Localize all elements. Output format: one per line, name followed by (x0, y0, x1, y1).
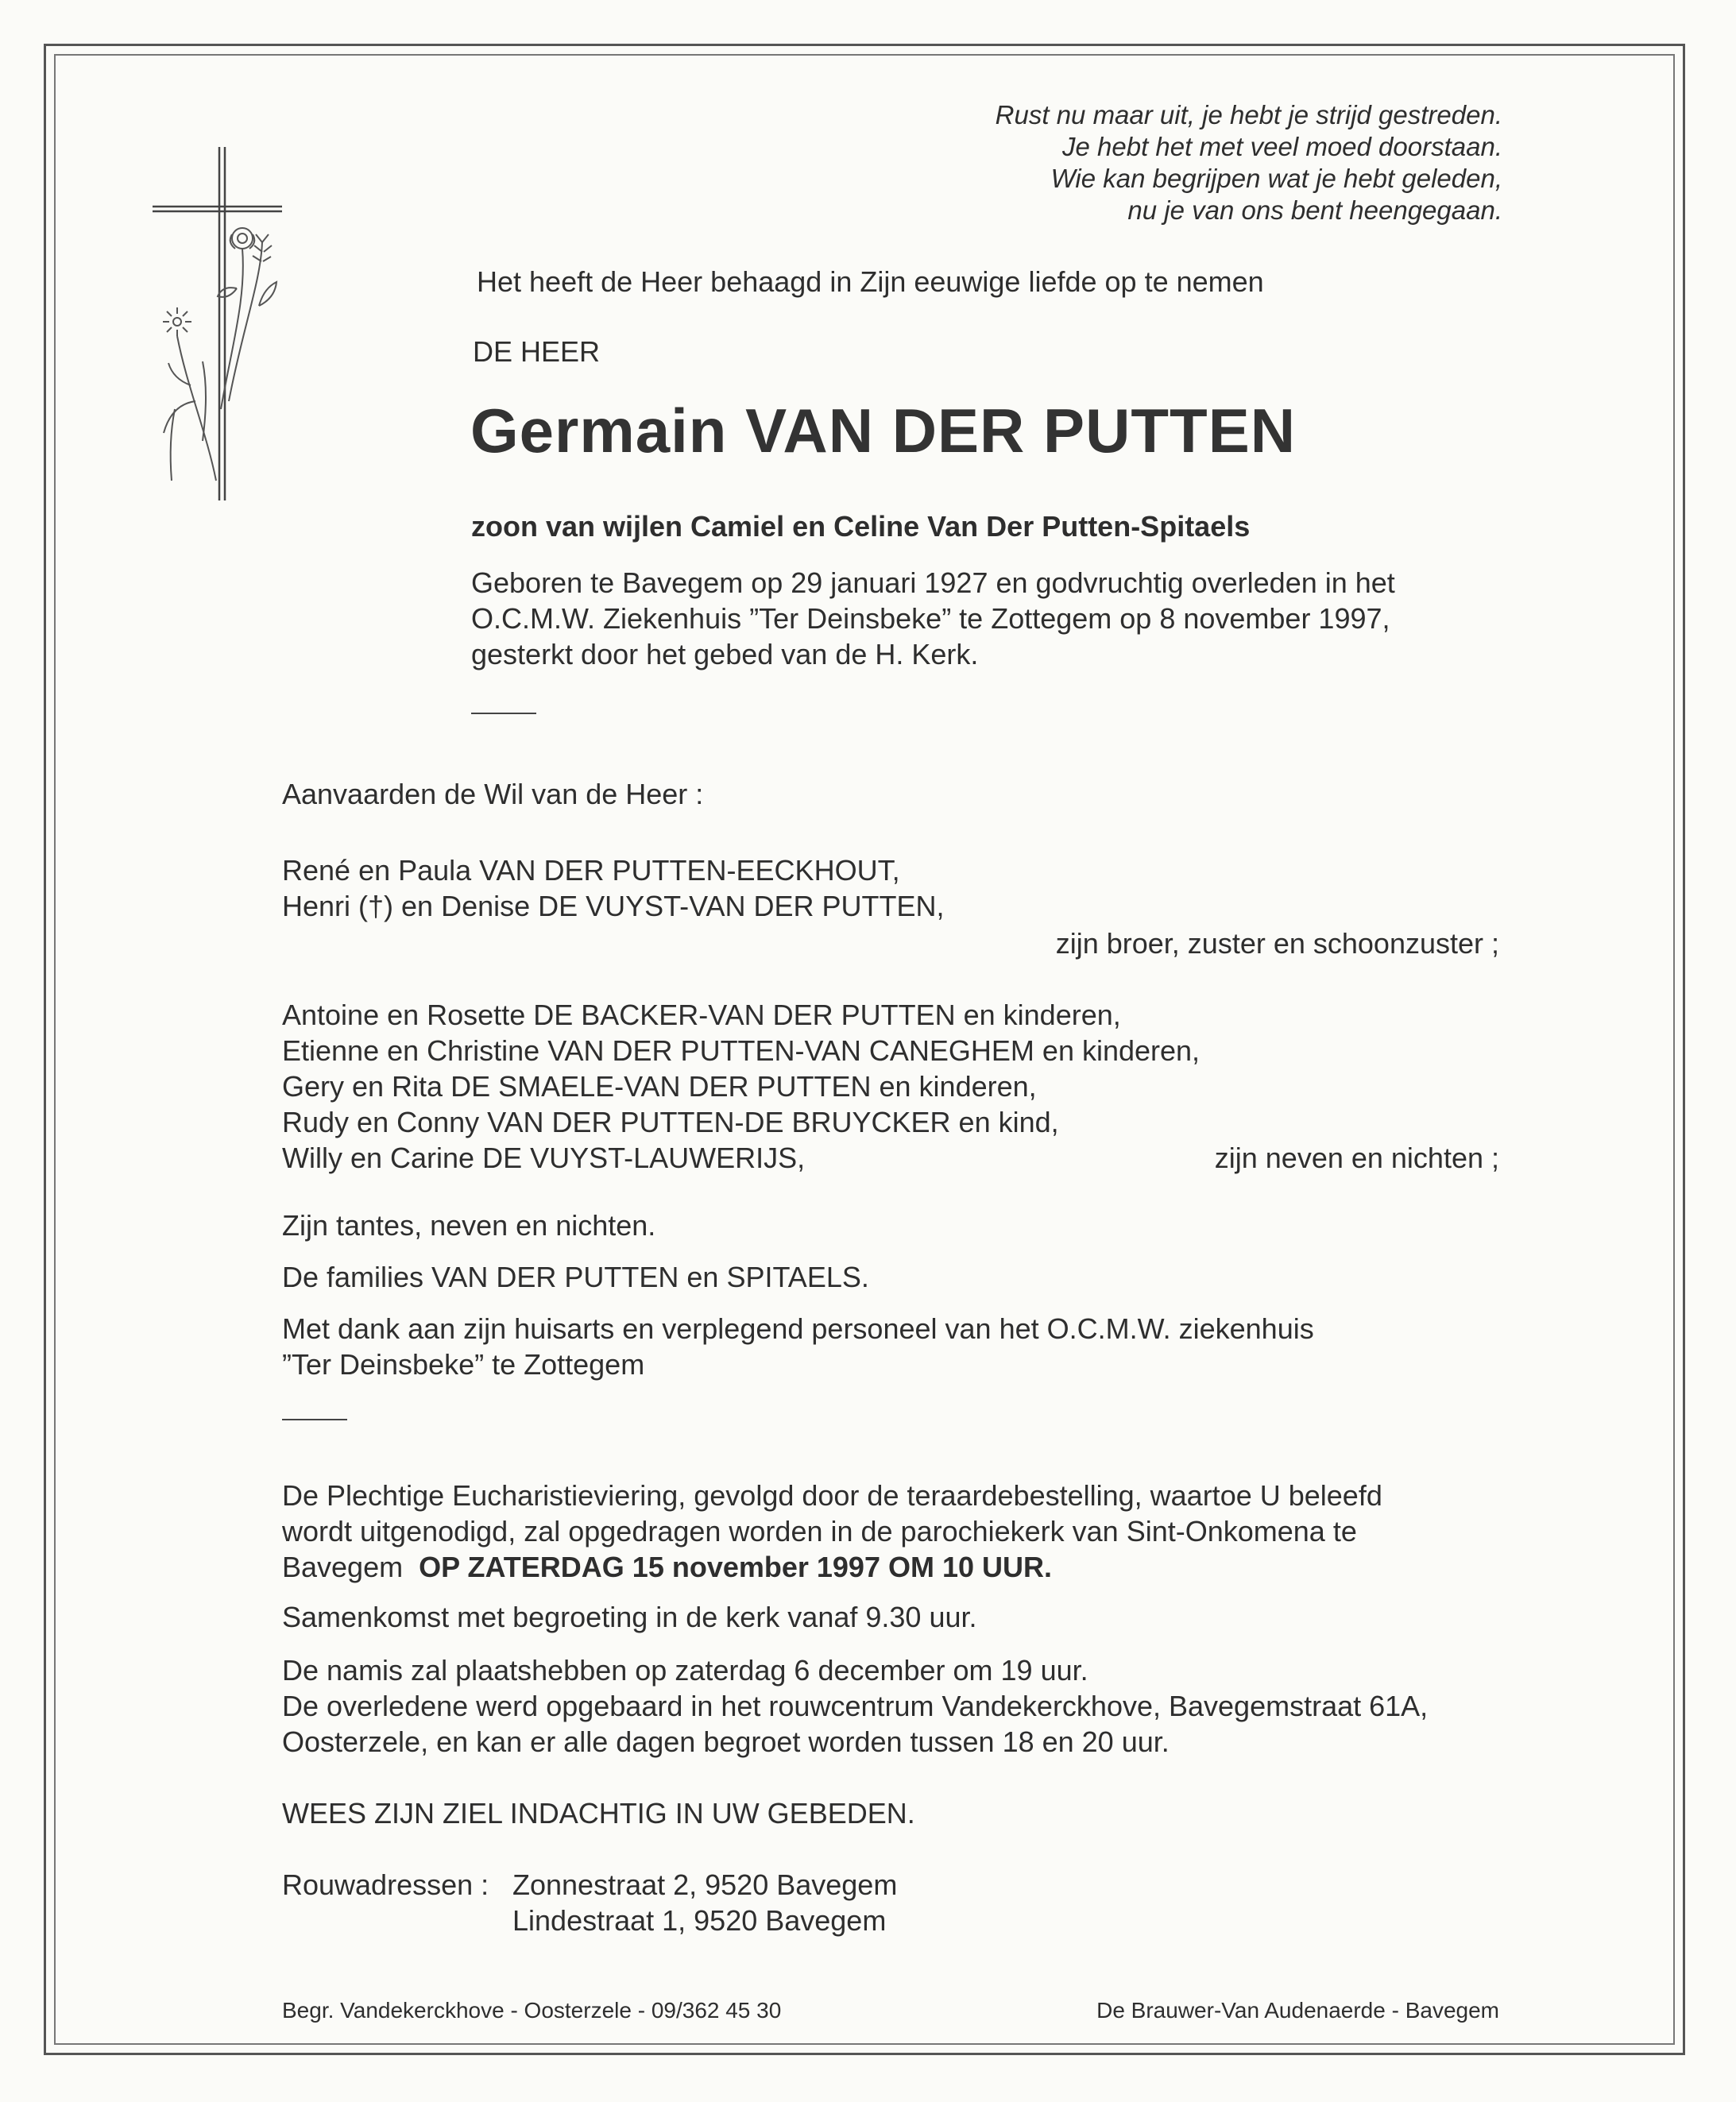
nephew-line: Etienne en Christine VAN DER PUTTEN-VAN CANEGHEM en kinderen, (282, 1034, 1201, 1067)
address-line: Zonnestraat 2, 9520 Bavegem (512, 1868, 898, 1901)
poem-line: Rust nu maar uit, je hebt je strijd gestreden. (995, 100, 1502, 129)
cross-with-flowers-icon (143, 147, 302, 504)
bio-line: gesterkt door het gebed van de H. Kerk. (471, 638, 979, 670)
bio-line: O.C.M.W. Ziekenhuis ”Ter Deinsbeke” te Zottegem op 8 november 1997, (471, 602, 1390, 635)
poem-line: Wie kan begrijpen wat je hebt geleden, (1050, 164, 1502, 193)
service-place: Bavegem (282, 1551, 404, 1583)
thanks-line: Met dank aan zijn huisarts en verplegend personeel van het O.C.M.W. ziekenhuis (282, 1312, 1314, 1345)
detail-line: De namis zal plaatshebben op zaterdag 6 december om 19 uur. (282, 1654, 1088, 1687)
footer-left: Begr. Vandekerckhove - Oosterzele - 09/362 45 30 (282, 1998, 782, 2023)
divider (282, 1419, 347, 1420)
nephews-relation: zijn neven en nichten ; (1214, 1142, 1499, 1174)
honorific: DE HEER (473, 335, 601, 368)
deceased-name: Germain VAN DER PUTTEN (470, 396, 1297, 466)
nephew-line: Rudy en Conny VAN DER PUTTEN-DE BRUYCKER en kind, (282, 1106, 1059, 1138)
nephew-line: Gery en Rita DE SMAELE-VAN DER PUTTEN en kinderen, (282, 1070, 1037, 1103)
aunts-line: Zijn tantes, neven en nichten. (282, 1209, 656, 1242)
family-intro: Aanvaarden de Wil van de Heer : (282, 778, 704, 810)
prayer-line: WEES ZIJN ZIEL INDACHTIG IN UW GEBEDEN. (282, 1797, 915, 1830)
gathering-line: Samenkomst met begroeting in de kerk vanaf 9.30 uur. (282, 1601, 977, 1633)
nephew-line: Antoine en Rosette DE BACKER-VAN DER PUTTEN en kinderen, (282, 999, 1121, 1031)
detail-line: Oosterzele, en kan er alle dagen begroet worden tussen 18 en 20 uur. (282, 1725, 1170, 1758)
footer-right: De Brauwer-Van Audenaerde - Bavegem (1096, 1998, 1499, 2023)
service-line: De Plechtige Eucharistieviering, gevolgd door de teraardebestelling, waartoe U beleefd (282, 1479, 1382, 1512)
parents-line: zoon van wijlen Camiel en Celine Van Der Putten-Spitaels (471, 510, 1251, 543)
service-line: wordt uitgenodigd, zal opgedragen worden in de parochiekerk van Sint-Onkomena te (282, 1515, 1357, 1548)
siblings-relation: zijn broer, zuster en schoonzuster ; (1055, 927, 1499, 960)
sibling-line: René en Paula VAN DER PUTTEN-EECKHOUT, (282, 854, 900, 887)
sibling-line: Henri (†) en Denise DE VUYST-VAN DER PUTTEN, (282, 890, 945, 922)
intro-text: Het heeft de Heer behaagd in Zijn eeuwige liefde op te nemen (477, 265, 1264, 298)
thanks-line: ”Ter Deinsbeke” te Zottegem (282, 1348, 645, 1381)
service-date: OP ZATERDAG 15 november 1997 OM 10 UUR. (419, 1551, 1053, 1583)
poem-line: Je hebt het met veel moed doorstaan. (1061, 132, 1502, 161)
nephew-line: Willy en Carine DE VUYST-LAUWERIJS, (282, 1142, 806, 1174)
address-line: Lindestraat 1, 9520 Bavegem (512, 1904, 887, 1937)
families-line: De families VAN DER PUTTEN en SPITAELS. (282, 1261, 869, 1293)
bio-line: Geboren te Bavegem op 29 januari 1927 en godvruchtig overleden in het (471, 566, 1395, 599)
poem-line: nu je van ons bent heengegaan. (1127, 195, 1502, 225)
service-line (282, 1549, 1052, 1585)
divider (471, 713, 536, 714)
detail-line: De overledene werd opgebaard in het rouwcentrum Vandekerckhove, Bavegemstraat 61A, (282, 1690, 1429, 1722)
addresses-label: Rouwadressen : (282, 1868, 489, 1901)
